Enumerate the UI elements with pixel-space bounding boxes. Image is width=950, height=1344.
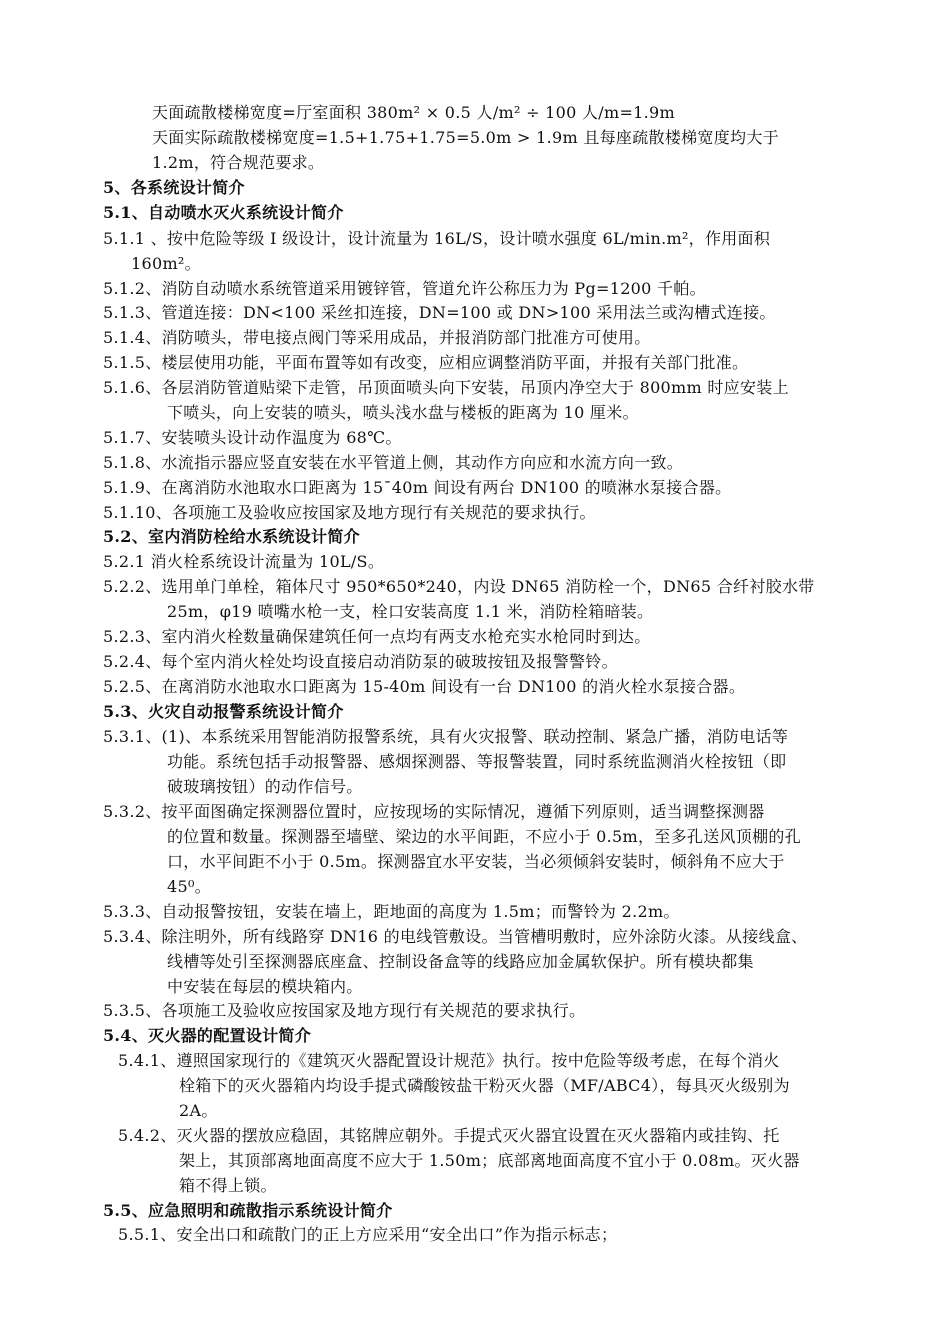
text-line: 破玻璃按钮）的动作信号。 bbox=[167, 777, 363, 796]
text-line: 45⁰。 bbox=[167, 877, 211, 896]
text-line: 5.1.6、各层消防管道贴梁下走管，吊顶面喷头向下安装，吊顶内净空大于 800mm 时应安装上 bbox=[103, 378, 789, 397]
text-line: 5.2.2、选用单门单栓，箱体尺寸 950*650*240，内设 DN65 消防栓一个，DN65 合纤衬胶水带 bbox=[103, 577, 815, 596]
text-line: 5.4.2、灭火器的摆放应稳固，其铭牌应朝外。手提式灭火器宜设置在灭火器箱内或挂钩、托 bbox=[118, 1126, 780, 1145]
text-line: 5.1.10、各项施工及验收应按国家及地方现行有关规范的要求执行。 bbox=[103, 503, 596, 522]
section-heading: 5.1、自动喷水灭火系统设计简介 bbox=[103, 203, 344, 222]
text-line: 口，水平间距不小于 0.5m。探测器宜水平安装，当必须倾斜安装时，倾斜角不应大于 bbox=[167, 852, 785, 871]
text-line: 箱不得上锁。 bbox=[179, 1176, 277, 1195]
text-line: 5.1.7、安装喷头设计动作温度为 68℃。 bbox=[103, 428, 402, 447]
text-line: 功能。系统包括手动报警器、感烟探测器、等报警装置，同时系统监测消火栓按钮（即 bbox=[167, 752, 787, 771]
text-line: 2A。 bbox=[179, 1101, 218, 1120]
text-line: 的位置和数量。探测器至墙壁、梁边的水平间距，不应小于 0.5m，至多孔送风顶棚的孔 bbox=[167, 827, 802, 846]
text-line: 5.5.1、安全出口和疏散门的正上方应采用“安全出口”作为指示标志； bbox=[118, 1225, 618, 1244]
text-line: 5.2.5、在离消防水池取水口距离为 15-40m 间设有一台 DN100 的消火栓水泵接合器。 bbox=[103, 677, 746, 696]
text-line: 160m²。 bbox=[131, 254, 201, 273]
text-line: 5.4.1、遵照国家现行的《建筑灭火器配置设计规范》执行。按中危险等级考虑，在每个消火 bbox=[118, 1051, 780, 1070]
text-line: 5.3.1、(1)、本系统采用智能消防报警系统，具有火灾报警、联动控制、紧急广播，消防电话等 bbox=[103, 727, 789, 746]
text-line: 5.1.8、水流指示器应竖直安装在水平管道上侧，其动作方向应和水流方向一致。 bbox=[103, 453, 684, 472]
text-line: 1.2m，符合规范要求。 bbox=[152, 153, 325, 172]
text-line: 5.3.3、自动报警按钮，安装在墙上，距地面的高度为 1.5m；而警铃为 2.2m。 bbox=[103, 902, 680, 921]
text-line: 5.2.4、每个室内消火栓处均设直接启动消防泵的破玻按钮及报警警铃。 bbox=[103, 652, 618, 671]
text-line: 栓箱下的灭火器箱内均设手提式磷酸铵盐干粉灭火器（MF/ABC4），每具灭火级别为 bbox=[179, 1076, 790, 1095]
text-line: 中安装在每层的模块箱内。 bbox=[167, 977, 363, 996]
text-line: 下喷头，向上安装的喷头，喷头浅水盘与楼板的距离为 10 厘米。 bbox=[167, 403, 639, 422]
section-heading: 5.5、应急照明和疏散指示系统设计简介 bbox=[103, 1201, 393, 1220]
text-line: 5.3.4、除注明外，所有线路穿 DN16 的电线管敷设。当管槽明敷时，应外涂防火漆。从接线盒、 bbox=[103, 927, 808, 946]
text-line: 线槽等处引至探测器底座盒、控制设备盒等的线路应加金属软保护。所有模块都集 bbox=[167, 952, 754, 971]
text-line: 5.1.2、消防自动喷水系统管道采用镀锌管，管道允许公称压力为 Pg=1200 千帕。 bbox=[103, 279, 706, 298]
text-line: 5.1.1 、按中危险等级 I 级设计，设计流量为 16L/S，设计喷水强度 6L/min.m²，作用面积 bbox=[103, 229, 771, 248]
text-line: 5.1.3、管道连接：DN<100 采丝扣连接，DN=100 或 DN>100 采用法兰或沟槽式连接。 bbox=[103, 303, 776, 322]
text-line: 5.2.1 消火栓系统设计流量为 10L/S。 bbox=[103, 552, 385, 571]
text-line: 5.1.9、在离消防水池取水口距离为 15¯40m 间设有两台 DN100 的喷淋水泵接合器。 bbox=[103, 478, 732, 497]
text-line: 25m，φ19 喷嘴水枪一支，栓口安装高度 1.1 米，消防栓箱暗装。 bbox=[167, 602, 654, 621]
section-heading: 5.3、火灾自动报警系统设计简介 bbox=[103, 702, 344, 721]
text-line: 5.1.4、消防喷头，带电接点阀门等采用成品，并报消防部门批准方可使用。 bbox=[103, 328, 651, 347]
text-line: 架上，其顶部离地面高度不应大于 1.50m；底部离地面高度不宜小于 0.08m。灭火器 bbox=[179, 1151, 800, 1170]
section-heading: 5.4、灭火器的配置设计简介 bbox=[103, 1026, 312, 1045]
text-line: 5.3.5、各项施工及验收应按国家及地方现行有关规范的要求执行。 bbox=[103, 1001, 586, 1020]
text-line: 5.2.3、室内消火栓数量确保建筑任何一点均有两支水枪充实水枪同时到达。 bbox=[103, 627, 651, 646]
text-line: 5.1.5、楼层使用功能，平面布置等如有改变，应相应调整消防平面，并报有关部门批准。 bbox=[103, 353, 749, 372]
text-line: 天面实际疏散楼梯宽度=1.5+1.75+1.75=5.0m > 1.9m 且每座疏散楼梯宽度均大于 bbox=[152, 128, 779, 147]
section-heading: 5.2、室内消防栓给水系统设计简介 bbox=[103, 527, 360, 546]
section-heading: 5、各系统设计简介 bbox=[103, 178, 245, 197]
text-line: 5.3.2、按平面图确定探测器位置时，应按现场的实际情况，遵循下列原则，适当调整探测器 bbox=[103, 802, 765, 821]
text-line: 天面疏散楼梯宽度=厅室面积 380m² × 0.5 人/m² ÷ 100 人/m=1.9m bbox=[152, 103, 675, 122]
